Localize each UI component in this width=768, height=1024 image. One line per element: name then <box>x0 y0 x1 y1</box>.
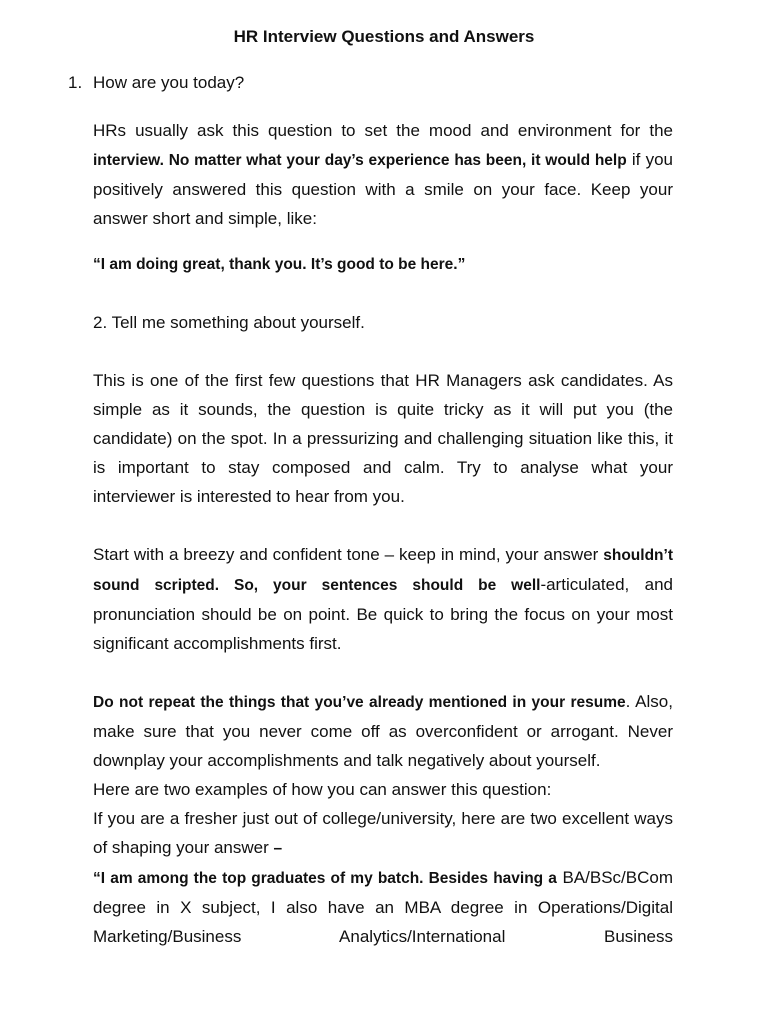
paragraph-4 <box>93 687 673 775</box>
fresher-intro-dash: – <box>273 840 283 857</box>
question-1-number: 1. <box>68 73 83 92</box>
example-answer-1 <box>93 863 673 951</box>
paragraph-4-part-b: . Also, make sure that you never come off as overconfident or arrogant. Never downplay your accomplishments and talk negatively about yourself. <box>93 692 673 770</box>
paragraph-1-part-c: if you positively answered this question with a smile on your face. Keep your answer short and simple, like: <box>93 150 674 228</box>
page-title: HR Interview Questions and Answers <box>233 27 535 46</box>
paragraph-1-part-a: HRs usually ask this question to set the mood and environment for the <box>93 121 673 140</box>
answer-quote-1: “I am doing great, thank you. It’s good to be here.” <box>93 256 466 273</box>
question-2: 2. Tell me something about yourself. <box>93 313 365 332</box>
example-answer-1-rest: BA/BSc/BCom degree in X subject, I also have an MBA degree in Operations/Digital Marketing/Business Analytics/International Business <box>93 868 673 946</box>
question-1 <box>68 72 244 94</box>
fresher-intro-text: If you are a fresher just out of college/university, here are two excellent ways of shaping your answer <box>93 809 673 857</box>
example-answer-1-bold: “I am among the top graduates of my batch. Besides having a <box>93 870 557 887</box>
paragraph-1 <box>93 116 673 233</box>
paragraph-3-part-c: -articulated, and pronunciation should be on point. Be quick to bring the focus on your most significant accomplishments first. <box>93 575 673 653</box>
document-body <box>93 116 673 951</box>
question-1-text: How are you today? <box>93 73 245 92</box>
paragraph-3-bold: shouldn’t sound scripted. So, your sentences should be well <box>93 547 673 594</box>
paragraph-1-bold: interview. No matter what your day’s experience has been, it would help <box>93 152 627 169</box>
fresher-intro <box>93 804 673 863</box>
examples-intro: Here are two examples of how you can answer this question: <box>93 780 552 799</box>
paragraph-2: This is one of the first few questions that HR Managers ask candidates. As simple as it sounds, the question is quite tricky as it will put you (the candidate) on the spot. In a pressurizing and challenging situation like this, it is important to stay composed and calm. Try to analyse what your interviewer is interested to hear from you. <box>93 371 673 506</box>
paragraph-4-bold: Do not repeat the things that you’ve already mentioned in your resume <box>93 694 626 711</box>
paragraph-3-part-a: Start with a breezy and confident tone – keep in mind, your answer <box>93 545 604 564</box>
paragraph-3 <box>93 540 673 658</box>
